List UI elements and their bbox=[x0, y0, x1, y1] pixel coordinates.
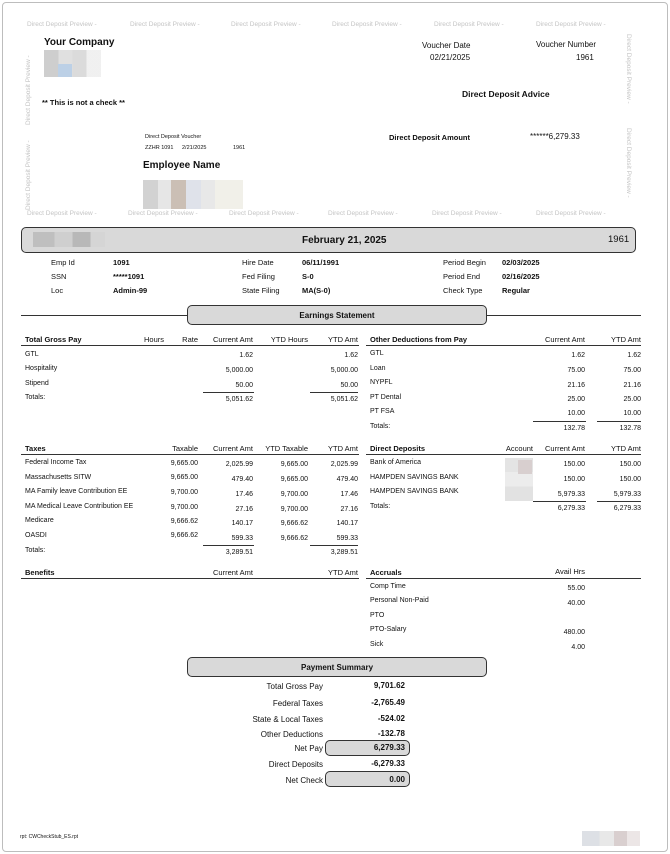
taxes-col-current: Current Amt bbox=[212, 444, 253, 453]
summary-label: Direct Deposits bbox=[268, 760, 323, 769]
deduction-current: 25.00 bbox=[567, 396, 585, 403]
voucher-date-label: Voucher Date bbox=[422, 41, 471, 50]
summary-label: Federal Taxes bbox=[272, 699, 323, 708]
watermark: Direct Deposit Preview - bbox=[432, 210, 502, 217]
watermark: Direct Deposit Preview - bbox=[25, 55, 32, 125]
summary-value: 0.00 bbox=[389, 775, 405, 784]
deduction-ytd: 10.00 bbox=[623, 410, 641, 417]
direct-deposit-amount: ******6,279.33 bbox=[530, 132, 580, 141]
not-a-check-note: ** This is not a check ** bbox=[42, 98, 125, 107]
tax-taxable: 9,700.00 bbox=[170, 504, 198, 511]
taxes-col-ytd-taxable: YTD Taxable bbox=[265, 444, 308, 453]
deductions-total-ytd: 132.78 bbox=[619, 425, 641, 432]
divider bbox=[21, 578, 359, 579]
emp-id-label: Emp Id bbox=[51, 258, 75, 267]
divider bbox=[366, 578, 641, 579]
dd-name: HAMPDEN SAVINGS BANK bbox=[370, 474, 459, 481]
deduction-current: 21.16 bbox=[567, 382, 585, 389]
benefits-col-current: Current Amt bbox=[212, 568, 253, 577]
gross-row-name: Stipend bbox=[25, 380, 49, 387]
watermark: Direct Deposit Preview - bbox=[625, 128, 632, 198]
summary-label: Total Gross Pay bbox=[266, 682, 323, 691]
dd-name: HAMPDEN SAVINGS BANK bbox=[370, 488, 459, 495]
accrual-name: PTO bbox=[370, 612, 385, 619]
redacted-footer bbox=[582, 831, 640, 846]
voucher-number-label: Voucher Number bbox=[536, 40, 597, 49]
accrual-value: 480.00 bbox=[563, 629, 585, 636]
deduction-current: 1.62 bbox=[571, 352, 585, 359]
voucher-number: 1961 bbox=[576, 53, 594, 62]
watermark: Direct Deposit Preview - bbox=[434, 21, 504, 28]
gross-row-name: Hospitality bbox=[25, 365, 58, 372]
period-begin: 02/03/2025 bbox=[502, 258, 540, 267]
banner-date: February 21, 2025 bbox=[302, 235, 387, 246]
deduction-name: NYPFL bbox=[370, 379, 393, 386]
taxes-col-ytd: YTD Amt bbox=[327, 444, 358, 453]
tax-taxable: 9,665.00 bbox=[170, 474, 198, 481]
deduction-current: 10.00 bbox=[567, 410, 585, 417]
deduction-name: GTL bbox=[370, 350, 384, 357]
summary-label: Other Deductions bbox=[260, 730, 323, 739]
dd-ytd: 5,979.33 bbox=[613, 491, 641, 498]
dd-current: 150.00 bbox=[563, 461, 585, 468]
redacted-address bbox=[58, 64, 72, 77]
tax-name: Federal Income Tax bbox=[25, 459, 87, 466]
tax-taxable: 9,666.62 bbox=[170, 532, 198, 539]
hire-date-label: Hire Date bbox=[242, 258, 274, 267]
loc-label: Loc bbox=[51, 286, 64, 295]
gross-row-ytd: 1.62 bbox=[344, 352, 358, 359]
taxes-col-taxable: Taxable bbox=[172, 444, 198, 453]
gross-row-ytd: 50.00 bbox=[340, 382, 358, 389]
dd-name: Bank of America bbox=[370, 459, 421, 466]
voucher-small-date: 2/21/2025 bbox=[182, 145, 207, 151]
accrual-value: 40.00 bbox=[567, 600, 585, 607]
redacted-employee-address bbox=[143, 180, 243, 209]
deduction-ytd: 75.00 bbox=[623, 367, 641, 374]
redacted-address bbox=[44, 50, 101, 77]
divider bbox=[203, 392, 254, 393]
taxes-title: Taxes bbox=[25, 444, 46, 453]
tax-ytd-taxable: 9,665.00 bbox=[280, 461, 308, 468]
watermark: Direct Deposit Preview - bbox=[128, 210, 198, 217]
dd-current: 150.00 bbox=[563, 476, 585, 483]
deductions-totals-label: Totals: bbox=[370, 423, 391, 430]
taxes-total-ytd: 3,289.51 bbox=[330, 549, 358, 556]
divider bbox=[310, 545, 358, 546]
accruals-title: Accruals bbox=[370, 568, 402, 577]
period-end: 02/16/2025 bbox=[502, 272, 540, 281]
watermark: Direct Deposit Preview - bbox=[328, 210, 398, 217]
watermark: Direct Deposit Preview - bbox=[536, 210, 606, 217]
accrual-name: Personal Non-Paid bbox=[370, 597, 429, 604]
period-begin-label: Period Begin bbox=[443, 258, 486, 267]
watermark: Direct Deposit Preview - bbox=[231, 21, 301, 28]
voucher-date: 02/21/2025 bbox=[430, 53, 471, 62]
gross-totals-label: Totals: bbox=[25, 394, 46, 401]
tax-name: Medicare bbox=[25, 517, 54, 524]
state-filing-label: State Filing bbox=[242, 286, 280, 295]
benefits-col-ytd: YTD Amt bbox=[327, 568, 358, 577]
tax-current: 2,025.99 bbox=[225, 461, 253, 468]
accrual-name: Sick bbox=[370, 641, 384, 648]
deduction-name: PT FSA bbox=[370, 408, 395, 415]
tax-taxable: 9,700.00 bbox=[170, 489, 198, 496]
deductions-col-ytd: YTD Amt bbox=[610, 335, 641, 344]
tax-name: MA Medical Leave Contribution EE bbox=[25, 503, 134, 510]
gross-total-ytd: 5,051.62 bbox=[330, 396, 358, 403]
gross-row-ytd: 5,000.00 bbox=[330, 367, 358, 374]
divider bbox=[310, 392, 358, 393]
emp-id: 1091 bbox=[113, 258, 130, 267]
deductions-col-current: Current Amt bbox=[544, 335, 585, 344]
fed-filing: S-0 bbox=[302, 272, 314, 281]
watermark: Direct Deposit Preview - bbox=[25, 140, 32, 210]
tax-taxable: 9,666.62 bbox=[170, 518, 198, 525]
summary-value: 6,279.33 bbox=[373, 743, 405, 752]
gross-row-current: 50.00 bbox=[235, 382, 253, 389]
dd-current: 5,979.33 bbox=[557, 491, 585, 498]
dd-ytd: 150.00 bbox=[619, 476, 641, 483]
divider bbox=[21, 345, 359, 346]
dd-ytd: 150.00 bbox=[619, 461, 641, 468]
deduction-name: Loan bbox=[370, 365, 386, 372]
divider bbox=[597, 421, 641, 422]
gross-col-ytd-hours: YTD Hours bbox=[270, 335, 308, 344]
loc: Admin-99 bbox=[113, 286, 148, 295]
state-filing: MA(S-0) bbox=[302, 286, 331, 295]
period-end-label: Period End bbox=[443, 272, 481, 281]
watermark: Direct Deposit Preview - bbox=[625, 34, 632, 104]
taxes-total-current: 3,289.51 bbox=[225, 549, 253, 556]
direct-deposit-amount-label: Direct Deposit Amount bbox=[389, 133, 470, 142]
divider bbox=[533, 501, 586, 502]
gross-total-current: 5,051.62 bbox=[225, 396, 253, 403]
tax-ytd: 599.33 bbox=[336, 535, 358, 542]
dd-totals-label: Totals: bbox=[370, 503, 391, 510]
tax-current: 140.17 bbox=[231, 520, 253, 527]
deduction-ytd: 25.00 bbox=[623, 396, 641, 403]
gross-col-current: Current Amt bbox=[212, 335, 253, 344]
banner-number: 1961 bbox=[608, 234, 630, 245]
dd-col-current: Current Amt bbox=[544, 444, 585, 453]
check-type: Regular bbox=[502, 286, 530, 295]
tax-name: Massachusetts SITW bbox=[25, 474, 92, 481]
summary-value: 9,701.62 bbox=[373, 681, 405, 690]
deduction-ytd: 21.16 bbox=[623, 382, 641, 389]
tax-name: OASDI bbox=[25, 532, 47, 539]
tax-taxable: 9,665.00 bbox=[170, 460, 198, 467]
payment-summary-header bbox=[187, 657, 487, 677]
deductions-total-current: 132.78 bbox=[563, 425, 585, 432]
deduction-name: PT Dental bbox=[370, 394, 401, 401]
tax-ytd-taxable: 9,700.00 bbox=[280, 506, 308, 513]
summary-label: State & Local Taxes bbox=[252, 715, 323, 724]
accrual-value: 55.00 bbox=[567, 585, 585, 592]
deductions-title: Other Deductions from Pay bbox=[370, 335, 468, 344]
ssn: *****1091 bbox=[113, 272, 145, 281]
company-name: Your Company bbox=[44, 37, 115, 48]
tax-current: 599.33 bbox=[231, 535, 253, 542]
dd-col-ytd: YTD Amt bbox=[610, 444, 641, 453]
deduction-current: 75.00 bbox=[567, 367, 585, 374]
gross-row-current: 5,000.00 bbox=[225, 367, 253, 374]
gross-col-hours: Hours bbox=[143, 335, 164, 344]
fed-filing-label: Fed Filing bbox=[242, 272, 275, 281]
watermark: Direct Deposit Preview - bbox=[27, 210, 97, 217]
tax-ytd: 27.16 bbox=[340, 506, 358, 513]
accruals-col-avail: Avail Hrs bbox=[555, 567, 585, 576]
gross-row-name: GTL bbox=[25, 351, 39, 358]
summary-label: Net Check bbox=[285, 776, 323, 785]
watermark: Direct Deposit Preview - bbox=[130, 21, 200, 28]
tax-current: 27.16 bbox=[235, 506, 253, 513]
hire-date: 06/11/1991 bbox=[302, 258, 340, 267]
gross-col-rate: Rate bbox=[182, 335, 198, 344]
tax-ytd-taxable: 9,666.62 bbox=[280, 535, 308, 542]
voucher-small-number: 1961 bbox=[233, 145, 246, 151]
ssn-label: SSN bbox=[51, 272, 67, 281]
redacted-company bbox=[33, 232, 105, 247]
summary-label: Net Pay bbox=[294, 744, 323, 753]
summary-value: -132.78 bbox=[377, 729, 405, 738]
tax-name: MA Family leave Contribution EE bbox=[25, 488, 128, 495]
summary-value: -2,765.49 bbox=[371, 698, 405, 707]
earnings-statement-header bbox=[187, 305, 487, 325]
dd-total-current: 6,279.33 bbox=[557, 505, 585, 512]
tax-ytd: 2,025.99 bbox=[330, 461, 358, 468]
watermark: Direct Deposit Preview - bbox=[229, 210, 299, 217]
accrual-value: 4.00 bbox=[571, 644, 585, 651]
summary-value: -524.02 bbox=[377, 714, 405, 723]
tax-ytd: 140.17 bbox=[336, 520, 358, 527]
direct-deposits-title: Direct Deposits bbox=[370, 444, 426, 453]
tax-ytd: 479.40 bbox=[336, 476, 358, 483]
check-type-label: Check Type bbox=[443, 286, 483, 295]
deduction-ytd: 1.62 bbox=[627, 352, 641, 359]
gross-col-ytd: YTD Amt bbox=[327, 335, 358, 344]
payment-summary-title: Payment Summary bbox=[300, 662, 374, 672]
earnings-statement-title: Earnings Statement bbox=[299, 310, 375, 320]
divider bbox=[366, 454, 641, 455]
direct-deposit-advice-title: Direct Deposit Advice bbox=[462, 89, 550, 99]
divider bbox=[21, 454, 359, 455]
summary-value: -6,279.33 bbox=[371, 759, 405, 768]
watermark: Direct Deposit Preview - bbox=[332, 21, 402, 28]
tax-current: 17.46 bbox=[235, 491, 253, 498]
taxes-totals-label: Totals: bbox=[25, 547, 46, 554]
tax-ytd: 17.46 bbox=[340, 491, 358, 498]
gross-row-current: 1.62 bbox=[239, 352, 253, 359]
tax-current: 479.40 bbox=[231, 476, 253, 483]
dd-col-account: Account bbox=[505, 444, 533, 453]
divider bbox=[203, 545, 254, 546]
divider bbox=[533, 421, 586, 422]
accrual-name: Comp Time bbox=[370, 583, 406, 590]
tax-ytd-taxable: 9,700.00 bbox=[280, 491, 308, 498]
watermark: Direct Deposit Preview - bbox=[27, 21, 97, 28]
divider bbox=[366, 345, 641, 346]
voucher-small-code: ZZHR 1091 bbox=[145, 145, 174, 151]
watermark: Direct Deposit Preview - bbox=[536, 21, 606, 28]
footer-file: rpt: CWCheckStub_ES.rpt bbox=[20, 834, 79, 840]
tax-ytd-taxable: 9,666.62 bbox=[280, 520, 308, 527]
dd-total-ytd: 6,279.33 bbox=[613, 505, 641, 512]
tax-ytd-taxable: 9,665.00 bbox=[280, 476, 308, 483]
gross-title: Total Gross Pay bbox=[25, 335, 82, 344]
benefits-title: Benefits bbox=[25, 568, 55, 577]
voucher-small-title: Direct Deposit Voucher bbox=[145, 134, 202, 140]
accrual-name: PTO-Salary bbox=[370, 626, 407, 633]
employee-name-label: Employee Name bbox=[143, 160, 221, 171]
divider bbox=[597, 501, 641, 502]
